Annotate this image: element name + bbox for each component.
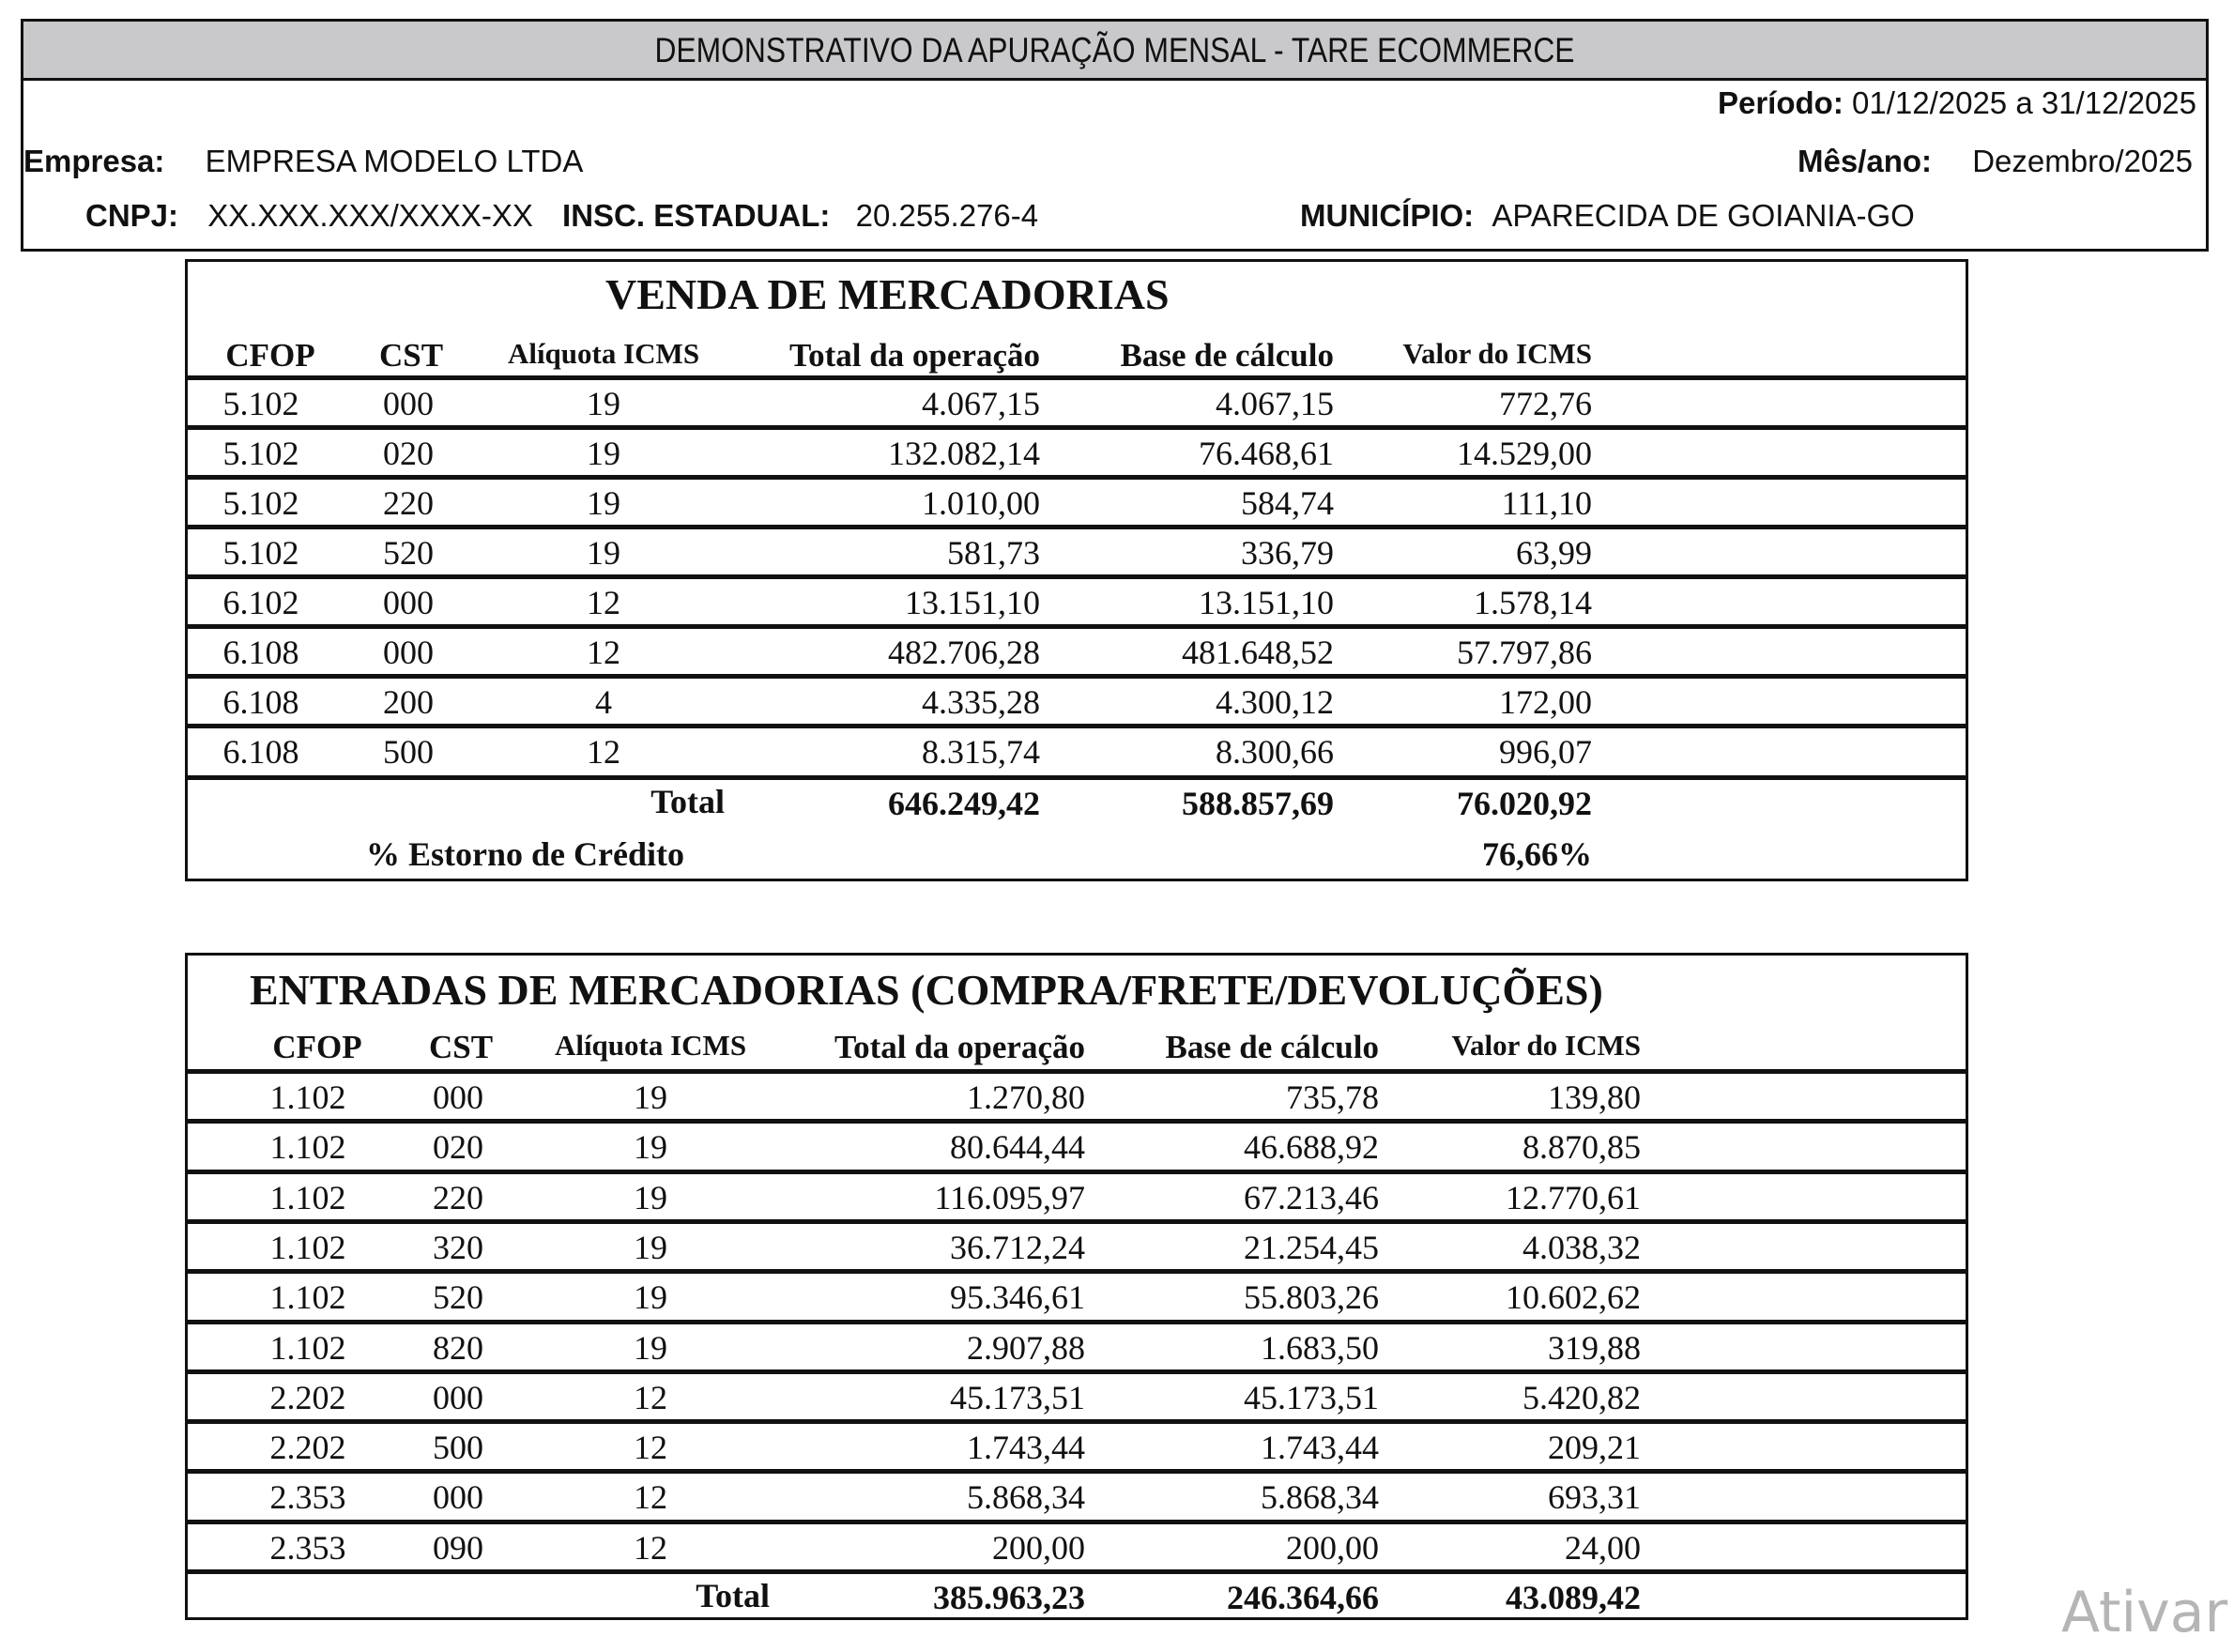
- entradas-total-row: [188, 1569, 1966, 1620]
- estorno-label: % Estorno de Crédito: [366, 835, 684, 873]
- vendas-total-row: [188, 775, 1966, 830]
- cnpj-label: CNPJ:: [85, 198, 179, 233]
- cell-cst: 320: [433, 1228, 483, 1266]
- cell-cst: 520: [383, 534, 434, 572]
- col-total-operacao: Total da operação: [834, 1029, 1085, 1065]
- col-aliquota: Alíquota ICMS: [554, 1029, 747, 1062]
- cell-aliquota: 12: [587, 634, 620, 671]
- cell-cfop: 5.102: [222, 435, 299, 472]
- cell-valor-icms: 14.529,00: [1457, 435, 1592, 472]
- table-row: [188, 1419, 1966, 1469]
- cell-base-calculo: 45.173,51: [1244, 1378, 1379, 1416]
- cell-base-calculo: 735,78: [1286, 1078, 1379, 1116]
- cell-cfop: 2.353: [269, 1528, 346, 1567]
- municipio-label: MUNICÍPIO:: [1300, 198, 1475, 233]
- table-row: [188, 1320, 1966, 1369]
- table-row: [188, 425, 1966, 475]
- cell-aliquota: 19: [587, 435, 620, 472]
- total-label: Total: [696, 1577, 770, 1614]
- cell-aliquota: 19: [634, 1328, 667, 1367]
- cnpj-value: XX.XXX.XXX/XXXX-XX: [207, 198, 533, 233]
- cell-aliquota: 12: [634, 1478, 667, 1517]
- cell-cfop: 6.102: [222, 584, 299, 621]
- cell-total-operacao: 95.346,61: [950, 1278, 1085, 1317]
- cell-base-calculo: 21.254,45: [1244, 1228, 1379, 1266]
- cell-base-calculo: 8.300,66: [1216, 733, 1334, 771]
- cell-cfop: 1.102: [269, 1228, 346, 1266]
- cell-aliquota: 12: [634, 1429, 667, 1467]
- cnpj-field: [85, 198, 1038, 234]
- total-icms: 76.020,92: [1457, 785, 1592, 822]
- cell-cfop: 6.108: [222, 733, 299, 771]
- cell-valor-icms: 63,99: [1516, 534, 1592, 572]
- empresa-field: [23, 144, 583, 179]
- entradas-title: ENTRADAS DE MERCADORIAS (COMPRA/FRETE/DEVOLUÇÕES): [250, 966, 1603, 1014]
- cell-aliquota: 19: [587, 484, 620, 522]
- cell-base-calculo: 584,74: [1241, 484, 1334, 522]
- cell-base-calculo: 1.743,44: [1261, 1429, 1379, 1467]
- table-row: [188, 574, 1966, 624]
- periodo-label: Período:: [1717, 85, 1844, 120]
- table-row: [188, 1219, 1966, 1269]
- table-row: [188, 1069, 1966, 1119]
- cell-cst: 020: [433, 1128, 483, 1167]
- mesano-value: Dezembro/2025: [1972, 144, 2193, 178]
- cell-base-calculo: 4.067,15: [1216, 385, 1334, 422]
- estorno-value: 76,66%: [1482, 835, 1592, 873]
- cell-total-operacao: 132.082,14: [888, 435, 1040, 472]
- cell-aliquota: 19: [634, 1128, 667, 1167]
- col-base-calculo: Base de cálculo: [1165, 1029, 1379, 1065]
- table-row: [188, 1119, 1966, 1169]
- table-row: [188, 1369, 1966, 1419]
- total-icms: 43.089,42: [1506, 1579, 1641, 1616]
- cell-aliquota: 19: [634, 1178, 667, 1216]
- cell-cst: 020: [383, 435, 434, 472]
- cell-cst: 090: [433, 1528, 483, 1567]
- periodo-value: 01/12/2025 a 31/12/2025: [1851, 85, 2196, 120]
- col-valor-icms: Valor do ICMS: [1402, 337, 1592, 370]
- cell-aliquota: 19: [587, 534, 620, 572]
- col-aliquota: Alíquota ICMS: [507, 337, 700, 370]
- cell-base-calculo: 5.868,34: [1261, 1478, 1379, 1517]
- cell-cfop: 5.102: [222, 534, 299, 572]
- vendas-table: [185, 259, 1968, 881]
- cell-cfop: 1.102: [269, 1128, 346, 1167]
- cell-base-calculo: 76.468,61: [1199, 435, 1334, 472]
- ie-value: 20.255.276-4: [855, 198, 1039, 233]
- cell-aliquota: 19: [634, 1278, 667, 1317]
- cell-base-calculo: 55.803,26: [1244, 1278, 1379, 1317]
- cell-total-operacao: 80.644,44: [950, 1128, 1085, 1167]
- entradas-table: [185, 953, 1968, 1620]
- cell-cfop: 1.102: [269, 1328, 346, 1367]
- cell-cfop: 6.108: [222, 683, 299, 721]
- cell-aliquota: 19: [634, 1078, 667, 1116]
- vendas-title: VENDA DE MERCADORIAS: [605, 270, 1170, 318]
- cell-aliquota: 19: [587, 385, 620, 422]
- cell-cfop: 5.102: [222, 484, 299, 522]
- table-row: [188, 375, 1966, 425]
- cell-cfop: 1.102: [269, 1278, 346, 1317]
- cell-total-operacao: 45.173,51: [950, 1378, 1085, 1416]
- cell-cst: 000: [383, 584, 434, 621]
- cell-cst: 200: [383, 683, 434, 721]
- cell-valor-icms: 139,80: [1548, 1078, 1641, 1116]
- cell-total-operacao: 4.067,15: [922, 385, 1040, 422]
- cell-valor-icms: 24,00: [1565, 1528, 1641, 1567]
- col-cst: CST: [428, 1029, 494, 1065]
- cell-valor-icms: 5.420,82: [1522, 1378, 1641, 1416]
- cell-total-operacao: 36.712,24: [950, 1228, 1085, 1266]
- cell-total-operacao: 5.868,34: [967, 1478, 1085, 1517]
- cell-aliquota: 12: [587, 584, 620, 621]
- cell-total-operacao: 13.151,10: [905, 584, 1040, 621]
- cell-base-calculo: 46.688,92: [1244, 1128, 1379, 1167]
- cell-total-operacao: 200,00: [992, 1528, 1085, 1567]
- total-base: 588.857,69: [1182, 785, 1334, 822]
- cell-valor-icms: 111,10: [1501, 484, 1592, 522]
- cell-cst: 220: [383, 484, 434, 522]
- periodo-field: [1718, 85, 2196, 121]
- cell-valor-icms: 1.578,14: [1474, 584, 1592, 621]
- municipio-field: [1300, 198, 1915, 234]
- cell-cst: 000: [383, 385, 434, 422]
- cell-cfop: 1.102: [269, 1178, 346, 1216]
- cell-valor-icms: 319,88: [1548, 1328, 1641, 1367]
- cell-valor-icms: 10.602,62: [1506, 1278, 1641, 1317]
- cell-cst: 520: [433, 1278, 483, 1317]
- col-cfop: CFOP: [225, 337, 315, 374]
- col-base-calculo: Base de cálculo: [1120, 337, 1334, 374]
- report-title: DEMONSTRATIVO DA APURAÇÃO MENSAL - TARE ECOMMERCE: [654, 31, 1575, 69]
- total-label: Total: [650, 783, 725, 820]
- table-row: [188, 475, 1966, 525]
- cell-aliquota: 4: [595, 683, 612, 721]
- total-operacao: 385.963,23: [933, 1579, 1085, 1616]
- col-cst: CST: [378, 337, 444, 374]
- col-total-operacao: Total da operação: [788, 337, 1040, 374]
- cell-base-calculo: 4.300,12: [1216, 683, 1334, 721]
- municipio-value: APARECIDA DE GOIANIA-GO: [1492, 198, 1915, 233]
- cell-cfop: 5.102: [222, 385, 299, 422]
- cell-base-calculo: 1.683,50: [1261, 1328, 1379, 1367]
- cell-cst: 820: [433, 1328, 483, 1367]
- cell-valor-icms: 209,21: [1548, 1429, 1641, 1467]
- cell-total-operacao: 2.907,88: [967, 1328, 1085, 1367]
- total-base: 246.364,66: [1227, 1579, 1379, 1616]
- cell-base-calculo: 13.151,10: [1199, 584, 1334, 621]
- cell-aliquota: 19: [634, 1228, 667, 1266]
- table-row: [188, 525, 1966, 574]
- ie-label: INSC. ESTADUAL:: [562, 198, 831, 233]
- cell-base-calculo: 481.648,52: [1182, 634, 1334, 671]
- cell-cst: 500: [433, 1429, 483, 1467]
- cell-total-operacao: 116.095,97: [934, 1178, 1085, 1216]
- table-row: [188, 674, 1966, 724]
- table-row: [188, 1170, 1966, 1219]
- activation-watermark: Ativar: [2061, 1580, 2228, 1645]
- empresa-label: Empresa:: [23, 144, 165, 178]
- cell-aliquota: 12: [634, 1378, 667, 1416]
- table-row: [188, 624, 1966, 674]
- cell-cst: 000: [433, 1078, 483, 1116]
- cell-cfop: 2.202: [269, 1429, 346, 1467]
- cell-valor-icms: 12.770,61: [1506, 1178, 1641, 1216]
- cell-cfop: 1.102: [269, 1078, 346, 1116]
- cell-valor-icms: 693,31: [1548, 1478, 1641, 1517]
- cell-valor-icms: 996,07: [1499, 733, 1592, 771]
- cell-valor-icms: 4.038,32: [1522, 1228, 1641, 1266]
- cell-aliquota: 12: [587, 733, 620, 771]
- cell-total-operacao: 581,73: [947, 534, 1040, 572]
- cell-cst: 220: [433, 1178, 483, 1216]
- cell-cfop: 2.353: [269, 1478, 346, 1517]
- cell-total-operacao: 1.743,44: [967, 1429, 1085, 1467]
- cell-valor-icms: 57.797,86: [1457, 634, 1592, 671]
- total-operacao: 646.249,42: [888, 785, 1040, 822]
- cell-total-operacao: 4.335,28: [922, 683, 1040, 721]
- cell-cst: 000: [433, 1478, 483, 1517]
- cell-valor-icms: 8.870,85: [1522, 1128, 1641, 1167]
- table-row: [188, 1520, 1966, 1569]
- cell-valor-icms: 172,00: [1499, 683, 1592, 721]
- mesano-field: [1798, 144, 2193, 179]
- col-valor-icms: Valor do ICMS: [1451, 1029, 1641, 1062]
- cell-cst: 500: [383, 733, 434, 771]
- cell-total-operacao: 482.706,28: [888, 634, 1040, 671]
- table-row: [188, 1469, 1966, 1519]
- cell-valor-icms: 772,76: [1499, 385, 1592, 422]
- cell-base-calculo: 200,00: [1286, 1528, 1379, 1567]
- cell-total-operacao: 8.315,74: [922, 733, 1040, 771]
- table-row: [188, 724, 1966, 773]
- cell-cfop: 2.202: [269, 1378, 346, 1416]
- cell-base-calculo: 336,79: [1241, 534, 1334, 572]
- col-cfop: CFOP: [272, 1029, 362, 1065]
- report-header: [21, 19, 2209, 252]
- mesano-label: Mês/ano:: [1797, 144, 1933, 178]
- cell-base-calculo: 67.213,46: [1244, 1178, 1379, 1216]
- empresa-value: EMPRESA MODELO LTDA: [205, 144, 584, 178]
- cell-cst: 000: [383, 634, 434, 671]
- title-band: [23, 22, 2206, 81]
- cell-aliquota: 12: [634, 1528, 667, 1567]
- cell-cst: 000: [433, 1378, 483, 1416]
- cell-total-operacao: 1.270,80: [967, 1078, 1085, 1116]
- cell-cfop: 6.108: [222, 634, 299, 671]
- cell-total-operacao: 1.010,00: [922, 484, 1040, 522]
- table-row: [188, 1269, 1966, 1319]
